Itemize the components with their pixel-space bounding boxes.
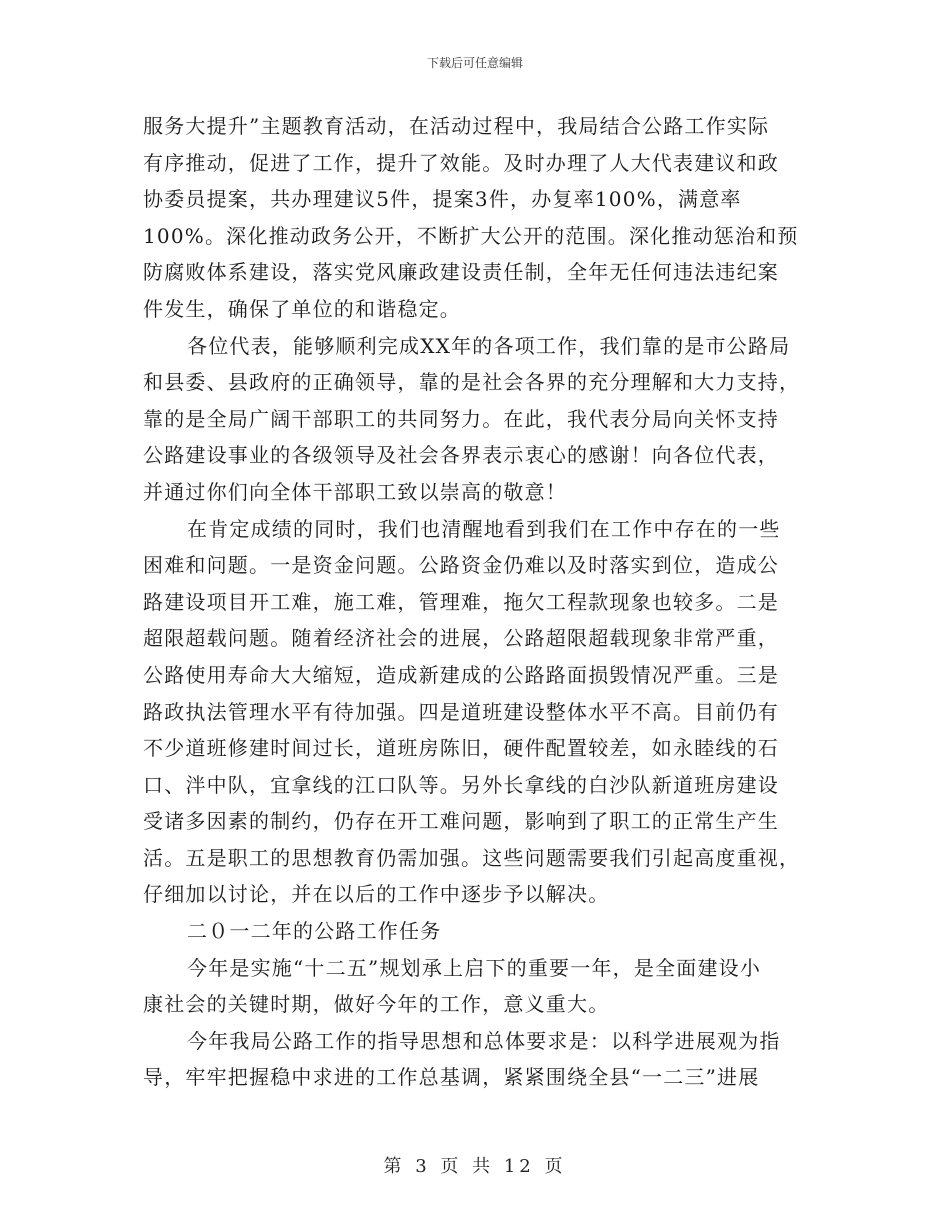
text-line: 并通过你们向全体干部职工致以崇高的敬意！ xyxy=(143,479,567,504)
text-line: 今年是实施“十二五”规划承上启下的重要一年，是全面建设小 xyxy=(187,955,762,980)
text-line: 超限超载问题。随着经济社会的进展，公路超限超载现象非常严重， xyxy=(143,626,779,651)
text-line: 仔细加以讨论，并在以后的工作中逐步予以解决。 xyxy=(143,882,610,907)
text-line: 100%。深化推动政务公开，不断扩大公开的范围。深化推动惩治和预 xyxy=(143,223,799,248)
text-line: 公路建设事业的各级领导及社会各界表示衷心的感谢！向各位代表， xyxy=(143,443,779,468)
text-line: 今年我局公路工作的指导思想和总体要求是：以科学进展观为指 xyxy=(187,1028,781,1053)
text-line: 各位代表，能够顺利完成XX年的各项工作，我们靠的是市公路局 xyxy=(187,333,791,358)
text-line: 口、泮中队，宜拿线的江口队等。另外长拿线的白沙队新道班房建设 xyxy=(143,772,779,797)
text-line: 协委员提案，共办理建议5件，提案3件，办复率100%，满意率 xyxy=(143,187,742,212)
text-line: 和县委、县政府的正确领导，靠的是社会各界的充分理解和大力支持， xyxy=(143,370,801,395)
text-line: 路建设项目开工难，施工难，管理难，拖欠工程款现象也较多。二是 xyxy=(143,589,779,614)
text-line: 公路使用寿命大大缩短，造成新建成的公路路面损毁情况严重。三是 xyxy=(143,662,779,687)
text-line: 路政执法管理水平有待加强。四是道班建设整体水平不高。目前仍有 xyxy=(143,699,779,724)
text-line: 活。五是职工的思想教育仍需加强。这些问题需要我们引起高度重视， xyxy=(143,845,801,870)
text-line: 受诸多因素的制约，仍存在开工难问题，影响到了职工的正常生产生 xyxy=(143,809,779,834)
text-line: 件发生，确保了单位的和谐稳定。 xyxy=(143,296,461,321)
text-line: 在肯定成绩的同时，我们也清醒地看到我们在工作中存在的一些 xyxy=(187,516,781,541)
document-body xyxy=(143,108,803,1096)
text-line: 困难和问题。一是资金问题。公路资金仍难以及时落实到位，造成公 xyxy=(143,553,779,578)
page-number-footer: 第 3 页 共 12 页 xyxy=(383,1156,567,1177)
text-line: 康社会的关键时期，做好今年的工作，意义重大。 xyxy=(143,992,610,1017)
text-line: 防腐败体系建设，落实党风廉政建设责任制，全年无任何违法违纪案 xyxy=(143,260,779,285)
text-line: 有序推动，促进了工作，提升了效能。及时办理了人大代表建议和政 xyxy=(143,150,779,175)
page-header: 下载后可任意编辑 xyxy=(426,56,523,70)
text-line: 不少道班修建时间过长，道班房陈旧，硬件配置较差，如永睦线的石 xyxy=(143,736,779,761)
text-line: 二０一二年的公路工作任务 xyxy=(187,919,442,944)
text-line: 导，牢牢把握稳中求进的工作总基调，紧紧围绕全县“一二三”进展 xyxy=(143,1065,760,1090)
text-line: 服务大提升”主题教育活动，在活动过程中，我局结合公路工作实际 xyxy=(143,114,770,138)
text-line: 靠的是全局广阔干部职工的共同努力。在此，我代表分局向关怀支持 xyxy=(143,406,779,431)
